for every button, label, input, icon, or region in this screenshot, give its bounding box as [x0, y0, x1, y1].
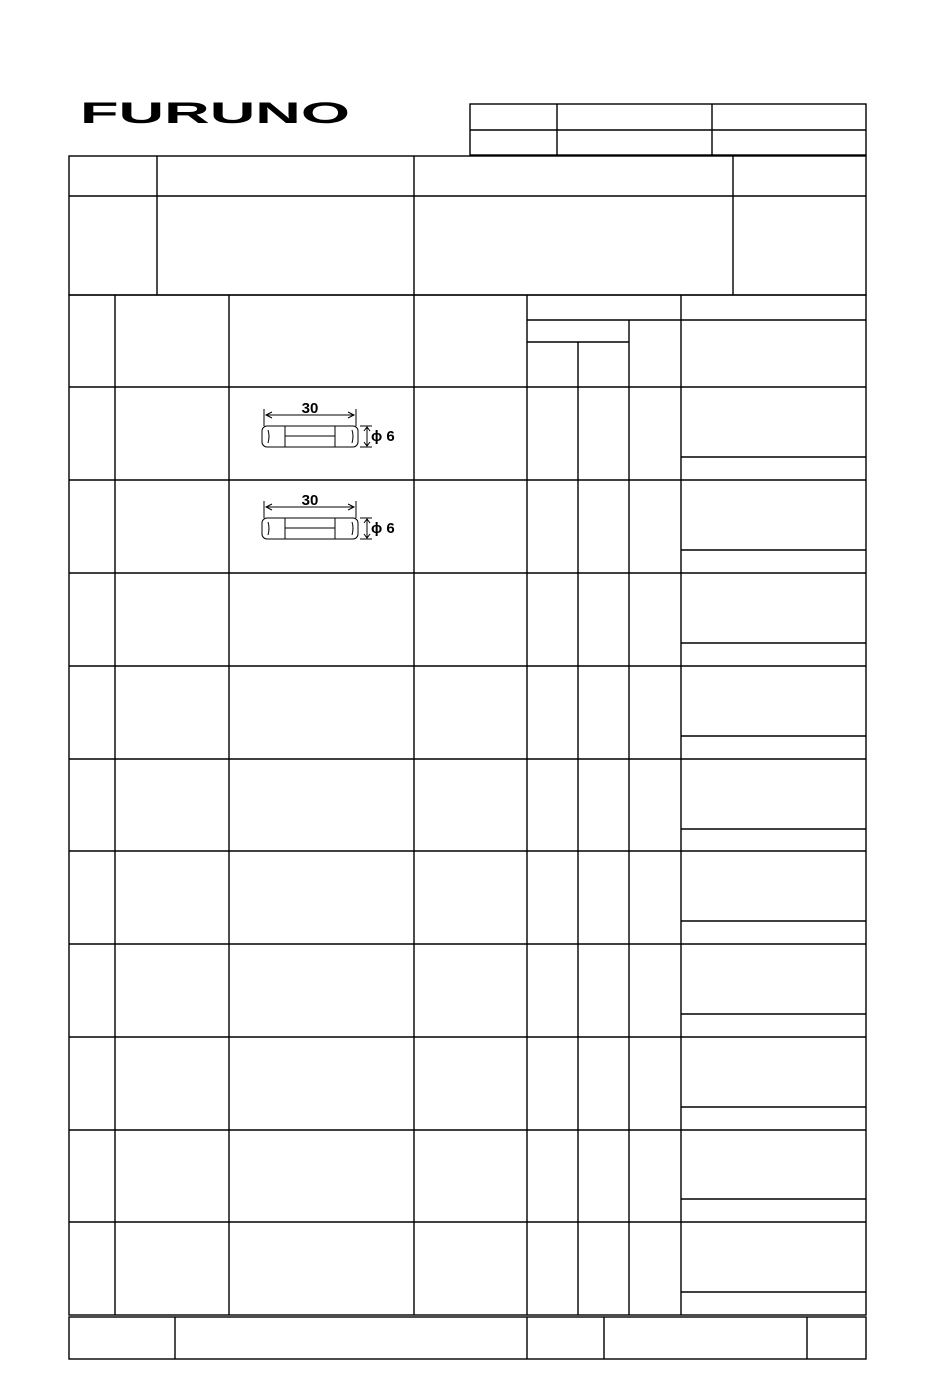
furuno-logo: FURUNO	[80, 97, 350, 130]
parts-table	[69, 295, 866, 1315]
footer-block	[69, 1317, 866, 1359]
fuse-drawing-1	[262, 400, 395, 447]
fuse-length-label: 30	[301, 400, 319, 417]
title-block	[470, 104, 866, 155]
header-block	[69, 156, 866, 295]
fuse-drawing-2	[262, 492, 395, 539]
fuse-diameter-label: ϕ 6	[371, 520, 395, 537]
fuse-length-label: 30	[301, 492, 319, 509]
fuse-diameter-label: ϕ 6	[371, 428, 395, 445]
